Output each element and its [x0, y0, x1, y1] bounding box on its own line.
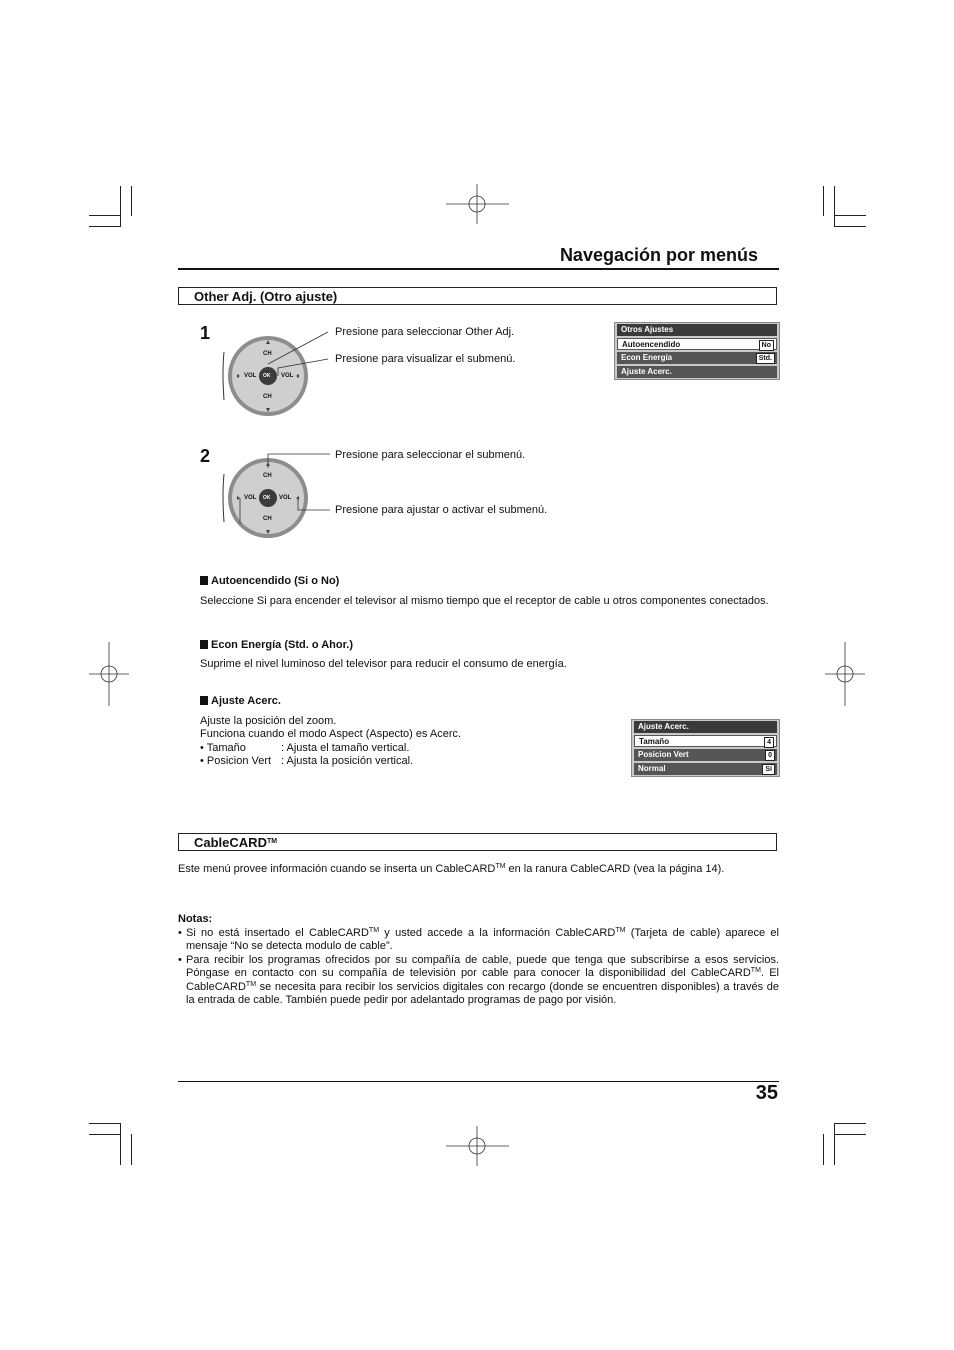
title-rule [178, 268, 779, 270]
trademark: TM [245, 980, 257, 988]
text-part: en la ranura CableCARD (vea la página 14). [505, 863, 725, 875]
notes-title: Notas: [178, 913, 213, 925]
menu-row-posicion-vert [634, 749, 777, 761]
menu-row-label: Econ Energía [621, 353, 673, 362]
econ-energia-text: Suprime el nivel luminoso del televisor para reducir el consumo de energía. [200, 658, 567, 670]
ok-button-label: OK [263, 373, 271, 379]
menu-row-value: 4 [764, 737, 774, 748]
ch-label-top: CH [263, 473, 272, 479]
menu-row-label: Ajuste Acerc. [621, 367, 672, 376]
remote-dial-step1 [218, 322, 338, 418]
subheading-text: Econ Energía (Std. o Ahor.) [211, 639, 353, 651]
ajuste-acerc-line1: Ajuste la posición del zoom. [200, 715, 337, 727]
text-part: (Tarjeta de cable) aparece el mensaje “No se detecta modulo de cable”. [186, 926, 779, 952]
ch-label-bottom: CH [263, 516, 272, 522]
note-item-2 [178, 954, 779, 1008]
callout-select-submenu: Presione para seleccionar el submenú. [335, 449, 526, 461]
menu-row-value: No [759, 340, 774, 351]
callout-adjust-submenu: Presione para ajustar o activar el submenú. [335, 504, 548, 516]
menu-row-autoencendido [617, 338, 777, 350]
text-part: se necesita para recibir los servicios digitales con recargo (donde se encuentren disponibles) a través de la entrada de cable. También puede pedir por adelantado programas de pago por visión. [186, 980, 779, 1006]
menu-row-tamano [634, 735, 777, 747]
subheading-ajuste-acerc [200, 695, 281, 707]
autoencendido-text: Seleccione Si para encender el televisor al mismo tiempo que el receptor de cable u otros componentes conectados. [200, 595, 769, 607]
remote-dial-step2 [218, 444, 338, 540]
menu-row-value: Sí [762, 764, 775, 775]
square-bullet-icon [200, 576, 208, 585]
menu-row-label: Tamaño [639, 737, 670, 746]
text-part: . El CableCARD [186, 967, 779, 993]
square-bullet-icon [200, 696, 208, 705]
vol-label-right: VOL [279, 495, 292, 501]
bullet-posicion-label: • Posicion Vert [200, 755, 272, 767]
subheading-autoencendido [200, 575, 339, 587]
menu-title: Otros Ajustes [617, 324, 777, 336]
callout-show-submenu: Presione para visualizar el submenú. [335, 353, 516, 365]
trademark: TM [266, 838, 278, 845]
heading-text: CableCARD [194, 835, 267, 850]
step-number-1: 1 [200, 323, 211, 343]
ch-label-top: CH [263, 351, 272, 357]
subheading-econ-energia [200, 639, 353, 651]
subheading-text: Autoencendido (Si o No) [211, 575, 340, 587]
page-title: Navegación por menús [559, 245, 758, 265]
subheading-text: Ajuste Acerc. [211, 695, 281, 707]
step-number-2: 2 [200, 446, 211, 466]
bullet-posicion-text: : Ajusta la posición vertical. [281, 755, 414, 767]
menu-row-label: Posicion Vert [638, 750, 689, 759]
ajuste-acerc-line2: Funciona cuando el modo Aspect (Aspecto) es Acerc. [200, 728, 462, 740]
menu-title: Ajuste Acerc. [634, 721, 777, 733]
callout-select-other-adj: Presione para seleccionar Other Adj. [335, 326, 515, 338]
menu-ajuste-acerc [631, 719, 780, 777]
vol-label-left: VOL [244, 373, 257, 379]
menu-otros-ajustes [614, 322, 780, 380]
menu-row-econ-energia [617, 352, 777, 364]
footer-rule [178, 1081, 779, 1082]
cablecard-text [178, 863, 779, 877]
text-part: Para recibir los programas ofrecidos por su compañía de cable, puede que tenga que subscribirse a esos servicios. Póngase en contacto con su compañía de televisión por cable para conocer la disponibilidad del CableCARD [186, 953, 779, 979]
text-part: y usted accede a la información CableCARD [379, 926, 616, 939]
trademark: TM [368, 926, 380, 934]
menu-row-value: 0 [765, 750, 775, 761]
trademark: TM [750, 967, 761, 974]
trademark: TM [615, 926, 626, 934]
bullet-tamano-text: : Ajusta el tamaño vertical. [281, 742, 410, 754]
section-heading-cablecard [178, 833, 777, 851]
menu-row-label: Normal [638, 764, 666, 773]
notes [178, 913, 779, 1008]
note-item-1 [178, 927, 779, 954]
bullet-tamano-label: • Tamaño [200, 742, 246, 754]
page-number: 35 [755, 1082, 778, 1104]
menu-row-value: Std. [756, 353, 775, 364]
ch-label-bottom: CH [263, 394, 272, 400]
text-part: Este menú provee información cuando se inserta un CableCARD [178, 863, 496, 875]
menu-row-ajuste-acerc [617, 366, 777, 378]
ok-button-label: OK [263, 495, 271, 501]
text-part: Si no está insertado el CableCARD [186, 926, 369, 939]
section-heading-other-adj: Other Adj. (Otro ajuste) [178, 287, 777, 305]
square-bullet-icon [200, 640, 208, 649]
trademark: TM [495, 863, 506, 870]
vol-label-right: VOL [281, 373, 294, 379]
menu-row-label: Autoencendido [622, 340, 681, 349]
menu-row-normal [634, 763, 777, 775]
vol-label-left: VOL [244, 495, 257, 501]
